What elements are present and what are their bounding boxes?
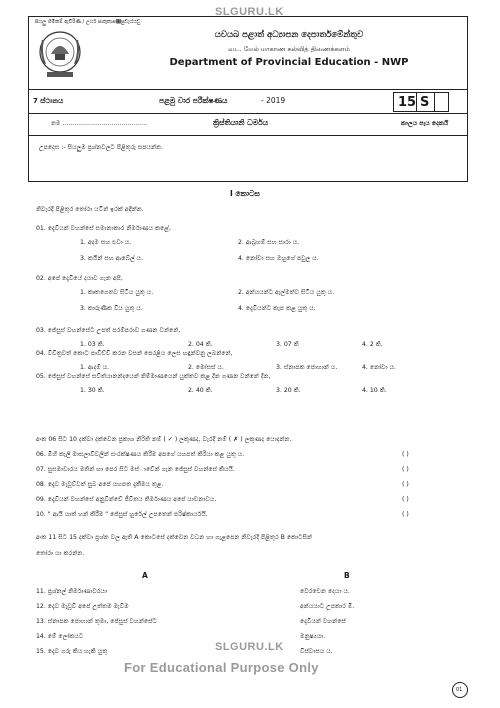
mcq-option: 2. 40 කි. <box>188 387 213 394</box>
mcq-instruction: නිවැරදි පිළිතුර තෝරා යටින් ඉරක් අඳින්න. <box>36 206 144 213</box>
mcq-option: 1. 03 කි. <box>80 341 105 348</box>
mcq-option: 2. අන්යයන්ට ඇල්මත්ව සිටිය යුතු ය. <box>238 289 335 296</box>
tf-statement: 09. දෙැවියන් වහන්සේ අනුවින්චේ ජීවිතය තිර්මාණය අපේ යාචනාවය. <box>36 496 217 503</box>
mcq-option: 3. කාරුණික විය යුතු ය. <box>80 305 143 312</box>
match-b-item: මනුෂ්‍යයා. <box>300 633 326 640</box>
match-instruction-1: අංක 11 සිට 15 දක්වා ප්‍රශ්න වල ඇති A කොටසේ දක්වෙන වධන හා ගැළපෙන නිවැරදි පිළිතුර B කොටසින් <box>36 534 313 541</box>
mcq-option: 3. 20 කි. <box>276 387 301 394</box>
mcq-question: 04. විචිත්‍රවත් කොට පාවිච්චි කරන වසන් පෙරළිය ලෙස හඳුන්වනු ලබන්නේ, <box>36 350 233 357</box>
match-b-item: දෙැවියන් වහන්සේ <box>300 618 346 625</box>
watermark-top: SLGURU.LK <box>215 6 284 18</box>
tf-answer-box[interactable]: ( ) <box>402 496 409 503</box>
col-b-header: B <box>344 571 350 580</box>
match-a-item: 12. දෙැව මැවූවි අපේ උත්තම මැවීම <box>36 603 129 610</box>
mcq-option: 4. 10 කි. <box>362 387 387 394</box>
paper-code-sep <box>416 93 417 111</box>
mcq-question: 03. ජේසුස් වහන්සේට උපත් පරම්පරාව ගණන වන්නේ, <box>36 327 181 334</box>
mcq-question: 05. ජේසුස් වහන්සේ සචිත්යානන්දයෙන් නිම්මාණයෙන් යුක්තව කළ දින ගණන වන්නේ දින, <box>36 373 271 380</box>
page-number: 01 <box>456 687 463 693</box>
emblem-logo <box>37 28 83 80</box>
tf-statement: 07. සුසමාචාරය මතින් හා පෙර සිට මස්ාවේන් ගැන ජේසුස් වහන්සේ කියයි. <box>36 466 235 473</box>
year-label: - 2019 <box>261 96 286 105</box>
tf-answer-box[interactable]: ( ) <box>402 466 409 473</box>
mcq-option: 3. ස්නාපක ජොහාන් ය. <box>276 364 338 371</box>
dept-tamil: வட. மேல் மாகாண கல்வித் திணைக்களம் <box>228 45 350 53</box>
mcq-option: 1. ආදම් ය. <box>80 364 110 371</box>
part-title: I කොටස <box>230 189 260 198</box>
name-field[interactable]: නම ........................................... <box>51 120 148 127</box>
mcq-option: 1. 30 කි. <box>80 387 105 394</box>
tf-answer-box[interactable]: ( ) <box>402 451 409 458</box>
mcq-option: 1. කෘතගෙතව සිටිය යුතු ය. <box>80 289 154 296</box>
mcq-option: 3. කයින් සහ ආබේල් ය. <box>80 255 144 262</box>
match-b-item: වෙරචෙන දෙයා ය. <box>300 588 350 595</box>
tf-statement: 10. " ආයි යාත් හන් කිරීම " ජේසුස් හුරේල් උපතෙන් පරිෂ්කාර්යයි. <box>36 511 208 518</box>
mcq-option: 1. අදම සහ එවා ය. <box>80 239 132 246</box>
paper-code-sep2 <box>434 93 435 111</box>
dept-english: Department of Provincial Education - NWP <box>169 57 409 68</box>
match-a-item: 14. මේ ලෝකයට <box>36 633 84 640</box>
paper-code-letter: S <box>420 95 430 110</box>
tf-statement: 08. දෙැව මැවූව්වත් සුබ අපේ යහපත දැකීමය තුළ. <box>36 481 164 488</box>
paper-code-box <box>393 92 449 112</box>
header-divider-1 <box>29 89 467 90</box>
mcq-option: 3. 07 කි <box>276 341 299 348</box>
watermark-mid: SLGURU.LK <box>215 641 284 653</box>
header-box <box>28 16 468 182</box>
match-a-item: 15. දෙැව ගරු කිය හැකි යුතු <box>36 648 108 655</box>
match-b-item: අන්යයාට උපකාර මි. <box>300 603 355 610</box>
tf-answer-box[interactable]: ( ) <box>402 511 409 518</box>
tf-statement: 06. මිහි කැලි මාසලාවිවලින් සංරක්ෂණය කිරීම අපගේ යහපත් කිරියා කළ යුතු ය. <box>36 451 245 458</box>
watermark-bottom: For Educational Purpose Only <box>124 660 319 675</box>
time-label: කාලය පැය දෙකයි <box>401 120 449 127</box>
dept-sinhala: යවයබ පළාත් අධ්‍යාපන දෙපාර්තමේන්තුව <box>214 30 364 40</box>
mcq-option: 2. ආබ්‍රහම් සහ සාරා ය. <box>238 239 300 246</box>
col-a-header: A <box>142 571 148 580</box>
mcq-option: 2. මෝසස් ය. <box>188 364 224 371</box>
page-number-circle <box>452 682 468 698</box>
mcq-option: 4. දෙැවියන්ට කැප කළ යුතු ය. <box>238 305 316 312</box>
mcq-option: 4. නෝවා ය. <box>362 364 397 371</box>
tf-instruction: අංක 06 සිට 10 දක්වා දක්වෙන ප්‍රකාශ නිරිති නම් ( ✓ ) ලකුණද, වැරදි නම් ( ✗ ) ලකුණද යොදන්න. <box>36 436 292 443</box>
instruction-text: උපදෙස :- සියලුම ප්‍රශ්නවලට පිළිතුරු සපයන්න. <box>39 144 164 151</box>
grade-label: 7 ස්ථානය <box>33 97 64 105</box>
match-a-item: 11. ප්‍රශ්නල් නිර්මාණාවරයා <box>36 588 108 595</box>
match-b-item: විස්වාසය ය. <box>300 648 333 655</box>
tf-answer-box[interactable]: ( ) <box>402 481 409 488</box>
mcq-option: 4. නෝවා සහ ඔහුගේ පවුල ය. <box>238 255 319 262</box>
term-label: පළමු වාර පරීක්ෂණය <box>159 96 228 105</box>
mcq-option: 2. 04 කි. <box>188 341 213 348</box>
match-instruction-2: තෝරා යා කරන්න. <box>36 550 85 557</box>
mcq-question: 02. අපේ දෙැවියේ දයාව ගැන අපි, <box>36 275 123 282</box>
subject-label: ක්‍රිස්තියානි ධර්මය <box>213 118 269 127</box>
mcq-question: 01. දෙැවියන් වහන්සේ සමානාකාර නිර්මාණය කළේ, <box>36 225 171 232</box>
mcq-option: 4. 2 කි. <box>362 341 383 348</box>
header-divider-2 <box>29 113 467 114</box>
header-divider-3 <box>29 135 467 136</box>
confidential-note: සියලු හිමිකම් ඇවිරිණි / උයර් පාතුකාප෍පුඩැය්යඩු <box>35 19 141 25</box>
paper-code: 15 <box>398 95 417 110</box>
match-a-item: 13. ස්නාපක ජොහාන් තුමා, ජේසුස් වහන්සේට <box>36 618 157 625</box>
